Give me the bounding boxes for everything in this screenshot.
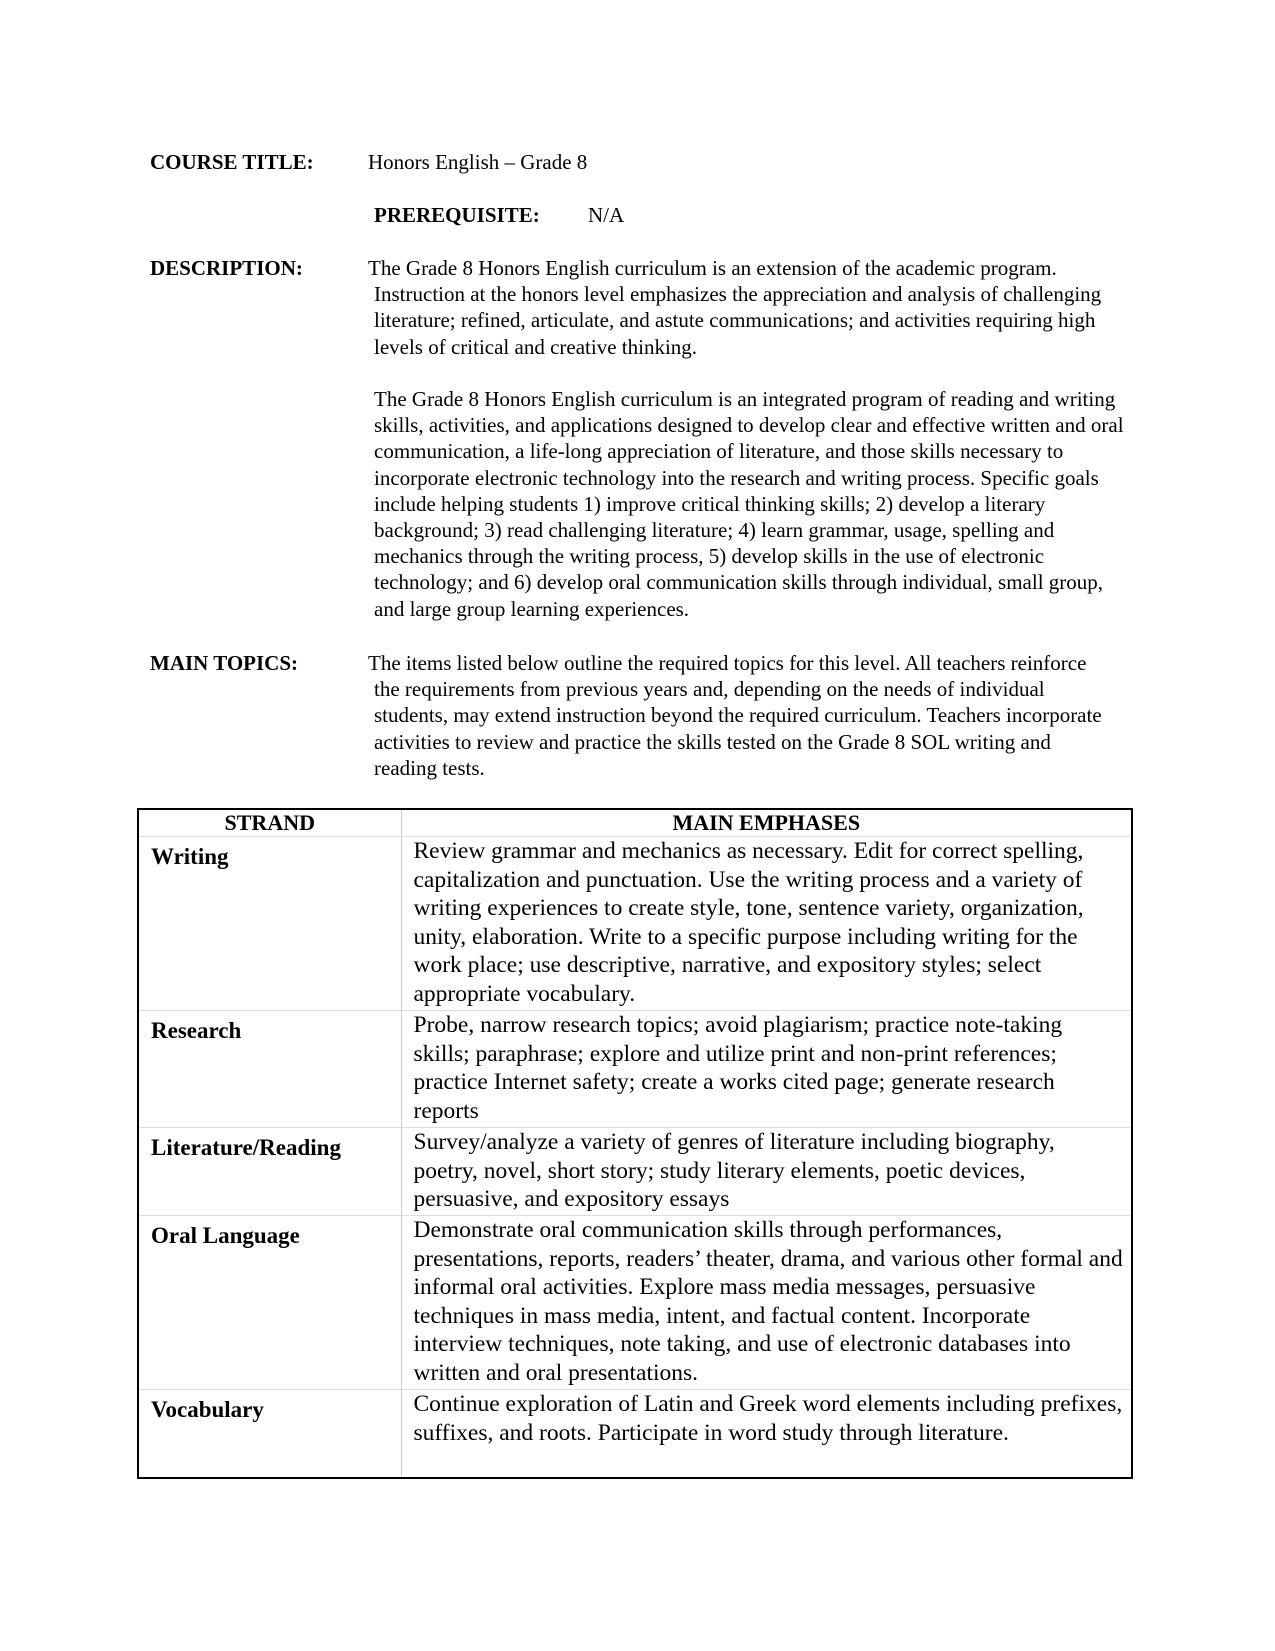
prerequisite-value: N/A	[588, 203, 625, 227]
strand-emphases: Probe, narrow research topics; avoid plagiarism; practice note-taking skills; paraphrase; explore and utilize print and non-print references; practice Internet safety; create a works cited page; generate research reports	[401, 1011, 1132, 1128]
main-topics-text: The items listed below outline the required topics for this level. All teachers reinforce the requirements from previous years and, depending on the needs of individual students, may extend instruction beyond the required curriculum. Teachers incorporate activities to review and practice the skills tested on the Grade 8 SOL writing and reading tests.	[368, 651, 1102, 780]
description-paragraph-1: The Grade 8 Honors English curriculum is an extension of the academic program. Instruction at the honors level emphasizes the appreciation and analysis of challenging literature; refined, articulate, and astute communications; and activities requiring high levels of critical and creative thinking.	[368, 256, 1102, 359]
strand-name: Vocabulary	[138, 1390, 401, 1478]
table-header-row	[138, 809, 1132, 837]
prerequisite-label: PREREQUISITE:	[374, 203, 540, 227]
strands-table	[137, 808, 1133, 1479]
strand-name: Research	[138, 1011, 401, 1128]
table-row	[138, 837, 1132, 1011]
strand-header: STRAND	[138, 809, 401, 837]
strand-emphases: Survey/analyze a variety of genres of literature including biography, poetry, novel, short story; study literary elements, poetic devices, persuasive, and expository essays	[401, 1128, 1132, 1216]
strand-emphases: Continue exploration of Latin and Greek word elements including prefixes, suffixes, and roots. Participate in word study through literature.	[401, 1390, 1132, 1478]
course-title-value: Honors English – Grade 8	[368, 150, 588, 174]
table-row	[138, 1390, 1132, 1478]
main-emphases-header: MAIN EMPHASES	[401, 809, 1132, 837]
strand-name: Literature/Reading	[138, 1128, 401, 1216]
table-row	[138, 1128, 1132, 1216]
strand-emphases: Review grammar and mechanics as necessary. Edit for correct spelling, capitalization and punctuation. Use the writing process and a variety of writing experiences to create style, tone, sentence variety, organization, unity, elaboration. Write to a specific purpose including writing for the work place; use descriptive, narrative, and expository styles; select appropriate vocabulary.	[401, 837, 1132, 1011]
strand-emphases: Demonstrate oral communication skills through performances, presentations, reports, readers’ theater, drama, and various other formal and informal oral activities. Explore mass media messages, persuasive techniques in mass media, intent, and factual content. Incorporate interview techniques, note taking, and use of electronic databases into written and oral presentations.	[401, 1216, 1132, 1390]
strand-name: Writing	[138, 837, 401, 1011]
description-label: DESCRIPTION:	[150, 256, 303, 280]
strand-name: Oral Language	[138, 1216, 401, 1390]
table-row	[138, 1011, 1132, 1128]
table-row	[138, 1216, 1132, 1390]
description-paragraph-2: The Grade 8 Honors English curriculum is an integrated program of reading and writing skills, activities, and applications designed to develop clear and effective written and oral communication, a life-long appreciation of literature, and those skills necessary to incorporate electronic technology into the research and writing process. Specific goals include helping students 1) improve critical thinking skills; 2) develop a literary background; 3) read challenging literature; 4) learn grammar, usage, spelling and mechanics through the writing process, 5) develop skills in the use of electronic technology; and 6) develop oral communication skills through individual, small group, and large group learning experiences.	[374, 387, 1124, 621]
main-topics-label: MAIN TOPICS:	[150, 651, 298, 675]
course-title-label: COURSE TITLE:	[150, 150, 314, 174]
